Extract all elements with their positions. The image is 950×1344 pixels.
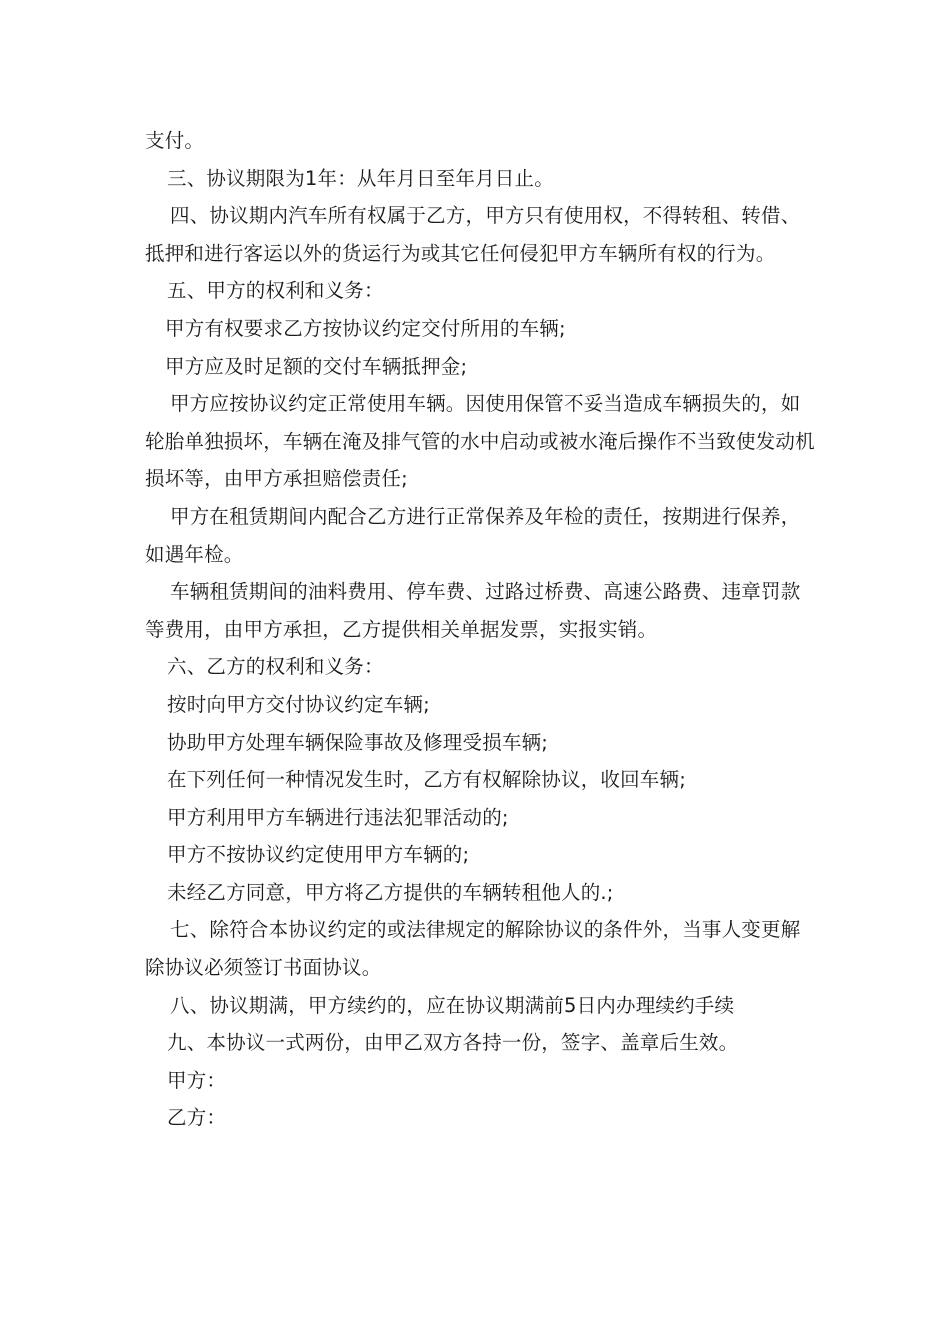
paragraph-payment: 支付。 xyxy=(145,129,205,152)
clause-6-item: 甲方不按协议约定使用甲方车辆的; xyxy=(167,843,470,867)
clause-5-item: 甲方在租赁期间内配合乙方进行正常保养及年检的责任，按期进行保养，如遇年检。 xyxy=(145,504,801,566)
signature-party-b: 乙方： xyxy=(167,1106,227,1130)
clause-5-item: 甲方有权要求乙方按协议约定交付所用的车辆; xyxy=(165,316,566,340)
signature-party-a: 甲方： xyxy=(167,1068,227,1092)
clause-6-heading: 六、乙方的权利和义务： xyxy=(167,655,384,679)
clause-5-item: 甲方应按协议约定正常使用车辆。因使用保管不妥当造成车辆损失的，如轮胎单独损坏，车辆在淹及排气管的水中启动或被水淹后操作不当致使发动机损坏等，由甲方承担赔偿责任; xyxy=(145,392,815,491)
clause-7-termination: 七、除符合本协议约定的或法律规定的解除协议的条件外，当事人变更解除协议必须签订书面协议。 xyxy=(145,918,801,980)
clause-6-item: 在下列任何一种情况发生时，乙方有权解除协议，收回车辆; xyxy=(167,768,686,792)
clause-3-term: 三、协议期限为1年：从年月日至年月日止。 xyxy=(167,166,554,190)
clause-6-item: 未经乙方同意，甲方将乙方提供的车辆转租他人的.; xyxy=(167,880,614,904)
document-body xyxy=(145,122,815,1137)
clause-4-ownership: 四、协议期内汽车所有权属于乙方，甲方只有使用权，不得转租、转借、抵押和进行客运以外的货运行为或其它任何侵犯甲方车辆所有权的行为。 xyxy=(145,204,801,265)
clause-5-item: 甲方应及时足额的交付车辆抵押金; xyxy=(165,354,468,378)
clause-5-heading: 五、甲方的权利和义务： xyxy=(167,279,384,303)
clause-9-copies: 九、本协议一式两份，由甲乙双方各持一份，签字、盖章后生效。 xyxy=(167,1031,739,1055)
clause-6-item: 按时向甲方交付协议约定车辆; xyxy=(167,692,430,716)
clause-8-renewal: 八、协议期满，甲方续约的，应在协议期满前5日内办理续约手续 xyxy=(170,993,735,1017)
clause-6-item: 协助甲方处理车辆保险事故及修理受损车辆; xyxy=(167,730,549,754)
clause-6-item: 甲方利用甲方车辆进行违法犯罪活动的; xyxy=(167,805,509,829)
clause-5-item: 车辆租赁期间的油料费用、停车费、过路过桥费、高速公路费、违章罚款等费用，由甲方承担，乙方提供相关单据发票，实报实销。 xyxy=(145,580,801,641)
